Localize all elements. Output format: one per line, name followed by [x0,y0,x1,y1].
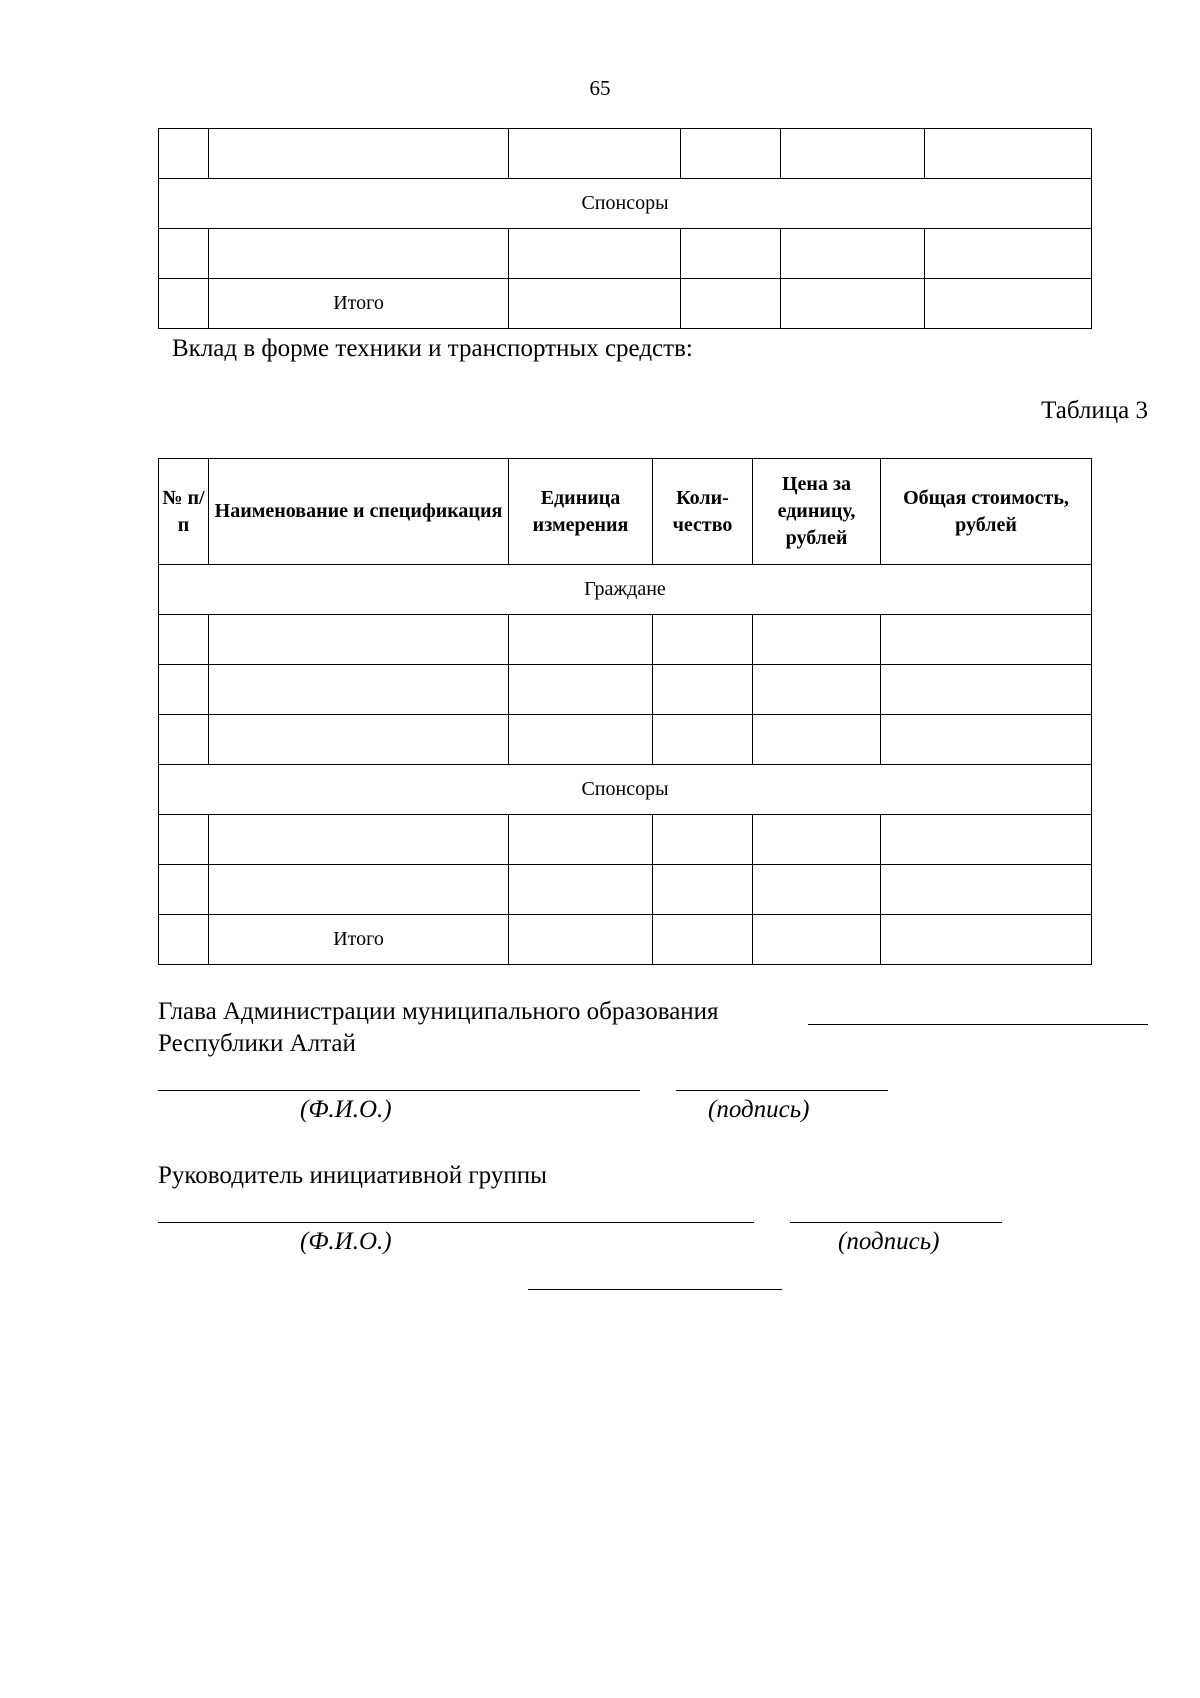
column-header: Общая стоимость, рублей [881,459,1092,565]
section-label: Спонсоры [159,765,1092,815]
table-row [159,815,1092,865]
section-row-citizens [159,565,1092,615]
leader-label: Руководитель инициативной группы [158,1162,547,1189]
total-row [159,279,1092,329]
total-row [159,915,1092,965]
column-header: Наименование и спецификация [209,459,509,565]
table-row [159,665,1092,715]
section-label: Спонсоры [159,179,1092,229]
fio-caption: (Ф.И.О.) [300,1228,392,1255]
section-row-sponsors [159,179,1092,229]
head-title-line1: Глава Администрации муниципального образования [158,998,719,1025]
total-label: Итого [209,279,509,329]
contribution-heading: Вклад в форме техники и транспортных средств: [172,335,693,362]
table-row [159,229,1092,279]
closing-line [528,1289,782,1290]
head-title-line2: Республики Алтай [158,1030,356,1057]
equipment-table [158,458,1092,965]
org-name-line [808,1024,1148,1025]
column-header: № п/п [159,459,209,565]
table-row [159,715,1092,765]
header-row [159,459,1092,565]
column-header: Цена за единицу, рублей [753,459,881,565]
column-header: Единица измерения [509,459,653,565]
continuation-table [158,128,1092,329]
section-label: Граждане [159,565,1092,615]
signature-line [790,1222,1002,1223]
section-row-sponsors [159,765,1092,815]
table-row [159,129,1092,179]
fio-caption: (Ф.И.О.) [300,1096,392,1123]
signature-caption: (подпись) [708,1096,810,1123]
signature-line [676,1090,888,1091]
table-caption: Таблица 3 [1041,397,1148,424]
fio-line [158,1222,754,1223]
table-row [159,865,1092,915]
table-row [159,615,1092,665]
column-header: Коли-чество [653,459,753,565]
signature-caption: (подпись) [838,1228,940,1255]
page-number: 65 [589,76,611,100]
fio-line [158,1090,640,1091]
total-label: Итого [209,915,509,965]
